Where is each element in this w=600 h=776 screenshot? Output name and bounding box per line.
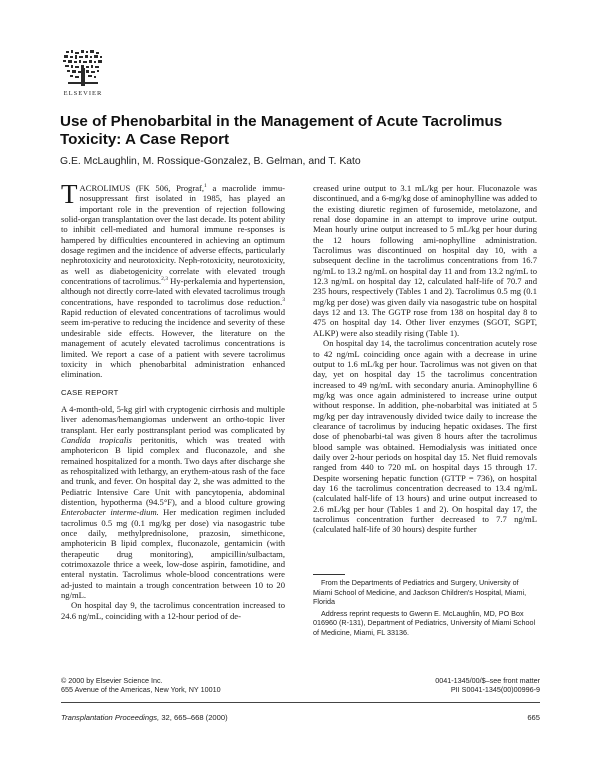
title-line-1: Use of Phenobarbital in the Management of Acute Tacrolimus <box>60 113 503 130</box>
footnotes <box>313 578 539 640</box>
identifier-block <box>300 676 540 694</box>
case-paragraph-3: creased urine output to 3.1 mL/kg per hour. Fluconazole was discontinued, and a 6-mg/kg dose of aminophylline was added to the existing diuretic regimen of furosemide, metolazone, and renal dose dopamine in an attempt to improve urine output. Mean hourly urine output increased to 5 mL/kg per hour during the 12 hours following ami-nophylline administration. Tacrolimus was discontinued on hospital day 10, with a subsequent decline in the tacrolimus concentrations from 16.7 ng/mL to 13.2 ng/mL on hospital day 11 and from 13.2 ng/mL to 12.3 ng/mL on hospital day 12, calculated half-life of 70.7 and 235 hours, respectively (Tables 1 and 2). Tacrolimus 0.5 mg (0.1 mg/kg per dose) was given daily via nasogastric tube on hospital days 12 and 13. The GGTP rose from 138 on hospital day 8 to 475 on hospital day 14. Other liver enzymes (SGOT, SGPT, ALKP) were also steadily rising (Table 1). <box>313 183 537 338</box>
publisher-logo <box>60 48 106 97</box>
publisher-name: ELSEVIER <box>63 90 103 97</box>
case-paragraph-1: A 4-month-old, 5-kg girl with cryptogenic cirrhosis and multiple liver adenomas/hemangiomas underwent an ortho-topic liver transplant. Her early posttransplant period was complicated by Candida tropicalis peritonitis, which was treated with amphotericon B lipid complex and fluconazole, and she remained hospitalized for a month. Two days after discharge she as rehospitalized with lethargy, an erythem-atous rash of the face and trunk, and fever. On hospital day 2, she was admitted to the Pediatric Intensive Care Unit with pancytopenia, abdominal distention, hypotherma (94.5°F), and a blood culture growing Enterobacter interme-dium. Her medication regimen included tacrolimus 0.5 mg (0.1 mg/kg per dose) via nasogastric tube once daily, methylprednisolone, prazosin, simethicone, amphotericin B lipid complex, fluconazole, gentamicin (with therapeutic drug monitoring), ampicillin/sulbactam, cotrimoxazole thrice a week, low-dose aspirin, famotidine, and enteral nystatin. Tacrolimus whole-blood concentrations were ad-justed to maintain a trough concentration between 10 to 20 ng/mL. <box>61 403 286 601</box>
affiliation-note: From the Departments of Pediatrics and Surgery, University of Miami School of Medicine, and Jackson Children's Hospital, Miami, Florida <box>313 578 527 607</box>
case-paragraph-4: On hospital day 14, the tacrolimus concentration acutely rose to 42 ng/mL coinciding once again with a decrease in urine output to 1.6 mL/kg per hour. Tacrolimus was not given on that day, yet on hospital day 15 the tacrolimus concentration increased to 49 ng/mL with secondary anuria. Aminophylline 6 mg/kg was once again administered to increase urine output without response. In addition, phe-nobarbital was initiated at 5 mg/kg per day intravenously divided twice daily to increase the clearance of tacrolimus by inducing hepatic oxidases. The first dose of phenobarbi-tal was given 8 hours after the tacrolimus blood sample was obtained. Hemodialysis was initiated once daily over 2-hour periods on hospital day 15. Net fluid removals ranged from 440 to 720 mL on hospital days 15 through 17. Despite worsening hepatic function (GTTP = 736), on hospital day 16 the tacrolimus concentration decreased to 13.4 ng/mL (calculated half-life of 13 hours) and urine output increased to 2.6 mL/kg per hour (Tables 1 and 2). On hospital day 17, the tacrolimus concentration further decreased to 7.7 ng/mL (calculated half-life of 30 hours) despite further <box>313 338 537 535</box>
reprint-note: Address reprint requests to Gwenn E. McLaughlin, MD, PO Box 016960 (R-131), Department of Pediatrics, University of Miami School of Medicine, Miami, FL 33136. <box>313 608 536 637</box>
drop-cap: T <box>61 179 78 209</box>
pii-line: PII S0041-1345(00)00996-9 <box>450 685 540 695</box>
article-title <box>60 113 530 149</box>
elsevier-tree-icon <box>60 48 106 88</box>
author-list: G.E. McLaughlin, M. Rossique-Gonzalez, B. Gelman, and T. Kato <box>60 156 361 167</box>
footer-rule <box>61 702 540 703</box>
publisher-address: 655 Avenue of the Americas, New York, NY 10010 <box>61 685 221 695</box>
right-column <box>313 183 537 535</box>
section-heading-case-report: CASE REPORT <box>61 387 119 397</box>
title-line-2: Toxicity: A Case Report <box>60 131 230 148</box>
left-column <box>61 179 286 621</box>
copyright-line: © 2000 by Elsevier Science Inc. <box>61 676 163 685</box>
copyright-block <box>61 676 301 694</box>
case-paragraph-2: On hospital day 9, the tacrolimus concentration increased to 24.6 ng/mL, coinciding with a 12-hour period of de- <box>61 600 285 621</box>
intro-paragraph: TACROLIMUS (FK 506, Prograf,$^1$ a macrolide immu-nosuppressant first isolated in 1985, has played an important role in the prevention of rejection following solid-organ transplantation over the last decade. Its potent ability to inhibit cell-mediated and humoral immune re-sponses is hampered by difficulties encountered in achieving an optimum dosage regimen and the incidence of adverse effects, particularly nephrotoxicity and neurotoxicity. Neph-rotoxicity, neurotoxicity, as well as diabetogenicity correlate with elevated trough concentrations of tacrolimus.$^{2,3}$ Hy-perkalemia and hypertension, although not directly corre-lated with elevated tacrolimus trough concentrations, have responded to tacrolimus dose reduction.$^3$ Rapid reduction of elevated concentrations of tacrolimus would seem im-perative to reducing the incidence and severity of these undesirable side effects. However, the literature on the management of acutely elevated tacrolimus concentrations is limited. We report a case of a patient with severe tacrolimus toxicity in which phenobarbital administration enhanced elimination. <box>61 179 285 380</box>
page-number: 665 <box>527 713 540 722</box>
journal-citation: Transplantation Proceedings, 32, 665–668 (2000) <box>61 713 228 722</box>
footnote-rule <box>313 574 345 575</box>
issn-line: 0041-1345/00/$–see front matter <box>435 676 540 685</box>
